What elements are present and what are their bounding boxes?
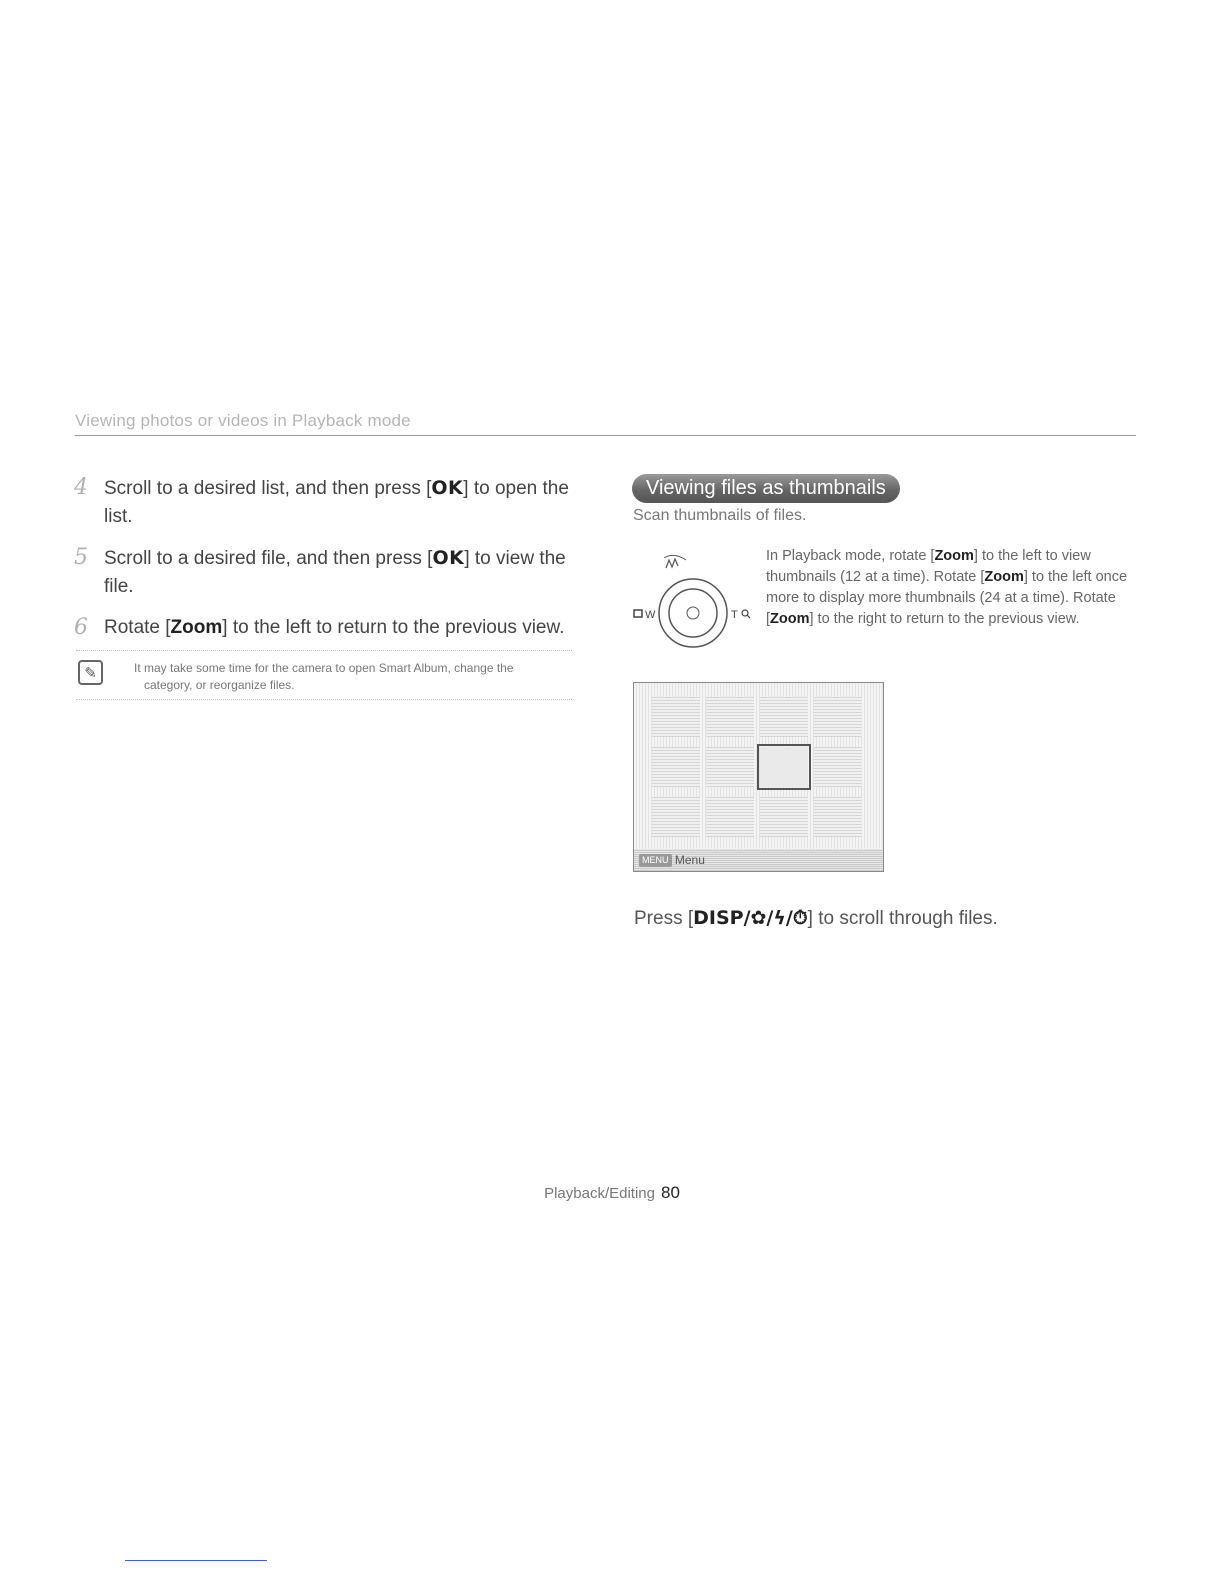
desc-text: ] to the left once more to display more thumbnails (24 at a time). Rotate [ xyxy=(766,569,1128,627)
thumbnail xyxy=(652,747,700,787)
page-footer xyxy=(0,1183,1224,1203)
thumbnail xyxy=(760,697,808,737)
step-text: ] to view the file. xyxy=(104,548,566,597)
step-text: ] to open the list. xyxy=(104,478,569,527)
menu-button-icon: MENU xyxy=(639,854,672,867)
note-pencil-icon: ✎ xyxy=(78,660,103,685)
page-header xyxy=(75,411,1136,436)
thumbnail-screen xyxy=(633,682,884,872)
footer-section: Playback/Editing xyxy=(544,1185,655,1202)
thumbnail xyxy=(760,797,808,837)
lcd-menu-bar xyxy=(634,849,883,871)
step-text: Rotate [ xyxy=(104,617,171,638)
dial-w-label: W xyxy=(645,609,656,621)
desc-text: ] to the right to return to the previous view. xyxy=(809,611,1080,627)
step-text: Scroll to a desired list, and then press [ xyxy=(104,478,432,499)
page-number: 80 xyxy=(660,1183,680,1202)
press-text: ] to scroll through files. xyxy=(807,908,998,929)
section-title: Viewing files as thumbnails xyxy=(632,474,900,503)
step-5 xyxy=(74,544,574,601)
zoom-key: Zoom xyxy=(770,611,810,627)
zoom-key: Zoom xyxy=(934,548,974,564)
menu-label: Menu xyxy=(674,853,705,867)
header-title: Viewing photos or videos in Playback mode xyxy=(75,411,411,430)
thumbnail xyxy=(652,797,700,837)
thumbnail xyxy=(706,797,754,837)
step-4 xyxy=(74,474,574,531)
step-6 xyxy=(74,614,574,642)
dial-t-label: T xyxy=(731,609,738,621)
step-number: 4 xyxy=(74,475,88,500)
zoom-key: Zoom xyxy=(170,617,223,638)
ok-key: OK xyxy=(432,547,465,569)
step-text: ] to the left to return to the previous view. xyxy=(222,617,565,638)
section-subtitle: Scan thumbnails of files. xyxy=(633,507,807,524)
disp-key: DISP/ xyxy=(693,907,751,929)
step-number: 6 xyxy=(74,615,88,640)
thumbnail-selected xyxy=(760,747,808,787)
thumbnail xyxy=(814,747,862,787)
thumbnail xyxy=(814,697,862,737)
thumbnail xyxy=(706,747,754,787)
thumbnail xyxy=(814,797,862,837)
thumbnail xyxy=(652,697,700,737)
direction-symbols: ✿/ϟ/⏱ xyxy=(750,907,808,929)
step-number: 5 xyxy=(74,545,88,570)
note-text: It may take some time for the camera to open Smart Album, change the category, or reorganize files. xyxy=(134,661,514,692)
dial-description xyxy=(766,546,1136,630)
desc-text: In Playback mode, rotate [ xyxy=(766,548,935,564)
footer-rule xyxy=(125,1560,267,1561)
zoom-dial-icon xyxy=(630,550,756,662)
step-text: Scroll to a desired file, and then press [ xyxy=(104,548,433,569)
thumbnail xyxy=(706,697,754,737)
steps-list xyxy=(74,474,574,655)
press-text: Press [ xyxy=(634,908,694,929)
ok-key: OK xyxy=(431,477,464,499)
note-box xyxy=(76,650,572,700)
press-instruction xyxy=(634,907,998,930)
zoom-key: Zoom xyxy=(984,569,1024,585)
desc-text: ] to the left to view thumbnails (12 at a time). Rotate [ xyxy=(766,548,1091,585)
